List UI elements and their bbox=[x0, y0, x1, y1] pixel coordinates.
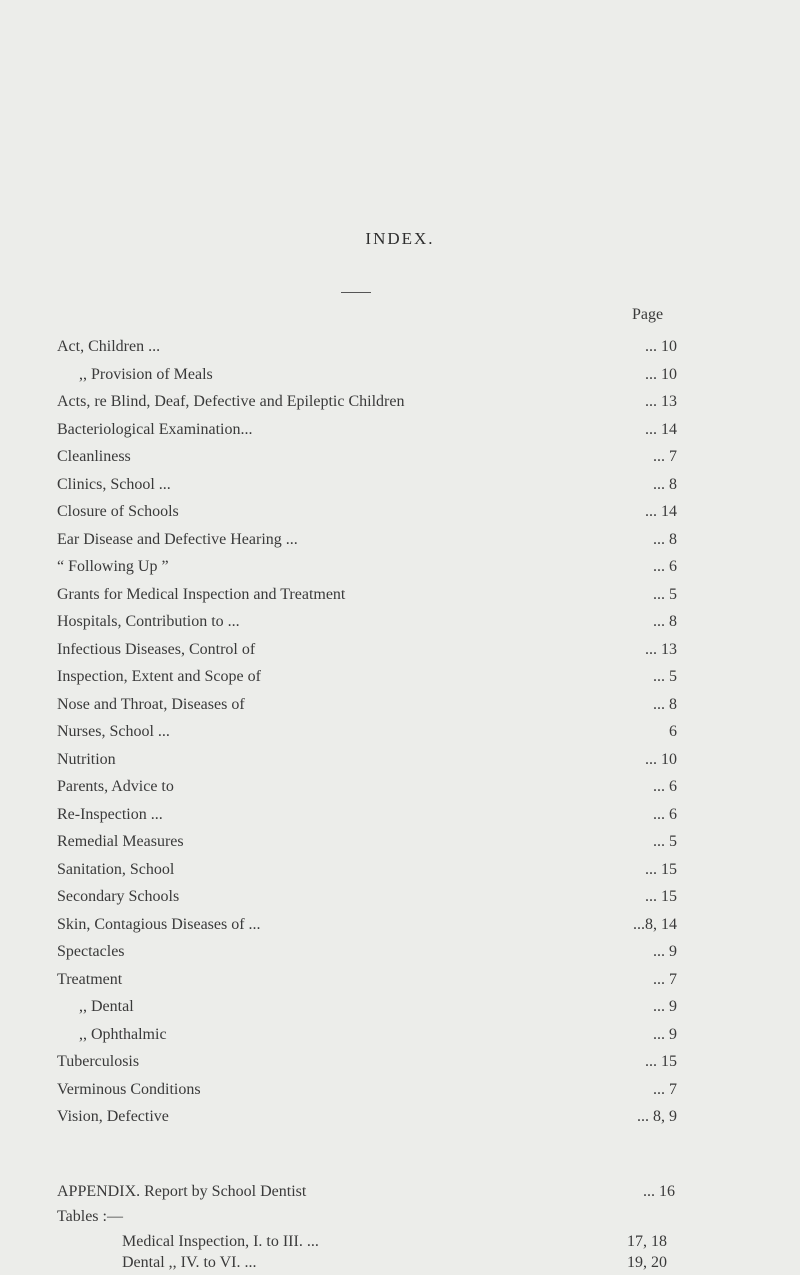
index-entry bbox=[57, 778, 677, 806]
index-entry-label: Act, Children ... bbox=[57, 338, 161, 355]
index-entry-page: ... 6 bbox=[653, 778, 677, 795]
index-entry-label: Ear Disease and Defective Hearing ... bbox=[57, 530, 298, 548]
index-entry-label: Bacteriological Examination... bbox=[57, 420, 253, 438]
index-entry bbox=[57, 421, 677, 449]
index-entry-page: ... 13 bbox=[645, 393, 677, 410]
index-entry bbox=[57, 888, 677, 916]
page-title: INDEX. bbox=[365, 229, 435, 248]
index-entry bbox=[57, 916, 677, 944]
table-row-label: Medical Inspection, I. to III. ... bbox=[122, 1233, 319, 1250]
index-entry-label: Closure of Schools bbox=[57, 503, 179, 520]
index-entry-label: Secondary Schools bbox=[57, 888, 180, 905]
index-entry bbox=[57, 531, 677, 559]
index-entries bbox=[57, 338, 677, 1136]
index-entry-page: ... 14 bbox=[645, 420, 677, 438]
index-entry-page: ... 10 bbox=[645, 338, 677, 355]
tables-label: Tables :— bbox=[57, 1208, 123, 1225]
index-entry bbox=[57, 833, 677, 861]
index-entry-page: ... 13 bbox=[645, 640, 677, 658]
index-entry bbox=[57, 586, 677, 614]
index-entry-label: Remedial Measures bbox=[57, 833, 184, 850]
table-row-label: Dental ,, IV. to VI. ... bbox=[122, 1254, 257, 1271]
index-entry-label: Nutrition bbox=[57, 750, 116, 768]
index-entry-label: Cleanliness bbox=[57, 448, 131, 465]
index-entry-page: ... 9 bbox=[653, 943, 677, 960]
index-entry-page: ... 10 bbox=[645, 365, 677, 383]
index-entry bbox=[57, 613, 677, 641]
index-entry-page: ... 6 bbox=[653, 805, 677, 823]
index-entry bbox=[57, 558, 677, 586]
appendix-label: APPENDIX. Report by School Dentist bbox=[57, 1183, 307, 1200]
index-entry-label: Nurses, School ... bbox=[57, 723, 170, 740]
index-entry-label: Clinics, School ... bbox=[57, 475, 171, 493]
index-entry-label: Tuberculosis bbox=[57, 1053, 140, 1070]
index-entry bbox=[57, 338, 677, 366]
index-entry bbox=[57, 476, 677, 504]
index-entry-page: ... 8 bbox=[653, 695, 677, 713]
index-entry-page: ... 8, 9 bbox=[637, 1108, 677, 1125]
index-entry-label: Re-Inspection ... bbox=[57, 805, 163, 823]
index-entry bbox=[57, 366, 677, 394]
index-entry-label: Spectacles bbox=[57, 943, 125, 960]
index-entry bbox=[57, 806, 677, 834]
index-entry-label: ,, Dental bbox=[79, 998, 134, 1015]
index-entry-page: ... 5 bbox=[653, 585, 677, 603]
title-rule bbox=[341, 292, 371, 293]
index-entry-label: “ Following Up ” bbox=[57, 558, 169, 575]
index-entry bbox=[57, 861, 677, 889]
index-entry-label: Skin, Contagious Diseases of ... bbox=[57, 915, 261, 933]
index-entry-label: Sanitation, School bbox=[57, 860, 175, 878]
index-entry-label: Verminous Conditions bbox=[57, 1080, 201, 1098]
index-entry-page: ... 8 bbox=[653, 475, 677, 493]
index-entry bbox=[57, 641, 677, 669]
index-entry-page: ... 5 bbox=[653, 833, 677, 850]
table-row-page: 17, 18 bbox=[627, 1233, 667, 1250]
index-entry-label: Parents, Advice to bbox=[57, 778, 174, 795]
index-entry-page: ... 7 bbox=[653, 970, 677, 988]
index-entry-page: ... 7 bbox=[653, 448, 677, 465]
index-entry-page: ... 15 bbox=[645, 860, 677, 878]
index-entry-page: ... 14 bbox=[645, 503, 677, 520]
index-entry-label: ,, Provision of Meals bbox=[79, 365, 213, 383]
index-entry bbox=[57, 668, 677, 696]
index-entry bbox=[57, 393, 677, 421]
index-entry bbox=[57, 723, 677, 751]
index-entry bbox=[57, 1053, 677, 1081]
index-entry-label: Vision, Defective bbox=[57, 1108, 169, 1125]
index-entry-label: Inspection, Extent and Scope of bbox=[57, 668, 261, 685]
index-entry bbox=[57, 1026, 677, 1054]
index-entry-page: 6 bbox=[669, 723, 677, 740]
index-entry-page: ... 8 bbox=[653, 530, 677, 548]
index-entry-label: Nose and Throat, Diseases of bbox=[57, 695, 245, 713]
table-row-page: 19, 20 bbox=[627, 1254, 667, 1271]
index-entry bbox=[57, 998, 677, 1026]
index-entry bbox=[57, 751, 677, 779]
index-entry-page: ... 10 bbox=[645, 750, 677, 768]
index-entry-page: ... 9 bbox=[653, 998, 677, 1015]
appendix-page: ... 16 bbox=[643, 1183, 675, 1200]
index-entry bbox=[57, 943, 677, 971]
index-entry-page: ...8, 14 bbox=[633, 915, 677, 933]
index-entry-label: ,, Ophthalmic bbox=[79, 1025, 167, 1043]
index-entry-page: ... 15 bbox=[645, 888, 677, 905]
index-entry-page: ... 15 bbox=[645, 1053, 677, 1070]
index-entry-label: Grants for Medical Inspection and Treatment bbox=[57, 585, 346, 603]
page-column-heading: Page bbox=[632, 306, 664, 323]
index-entry bbox=[57, 1108, 677, 1136]
index-entry bbox=[57, 503, 677, 531]
index-entry-page: ... 7 bbox=[653, 1080, 677, 1098]
index-entry-label: Acts, re Blind, Deaf, Defective and Epileptic Children bbox=[57, 393, 405, 410]
index-entry-page: ... 9 bbox=[653, 1025, 677, 1043]
index-entry-label: Infectious Diseases, Control of bbox=[57, 640, 256, 658]
index-entry bbox=[57, 696, 677, 724]
index-entry-page: ... 5 bbox=[653, 668, 677, 685]
index-entry-label: Treatment bbox=[57, 970, 123, 988]
index-entry bbox=[57, 448, 677, 476]
index-entry bbox=[57, 971, 677, 999]
index-entry-page: ... 8 bbox=[653, 613, 677, 630]
index-entry bbox=[57, 1081, 677, 1109]
index-entry-label: Hospitals, Contribution to ... bbox=[57, 613, 240, 630]
index-entry-page: ... 6 bbox=[653, 558, 677, 575]
